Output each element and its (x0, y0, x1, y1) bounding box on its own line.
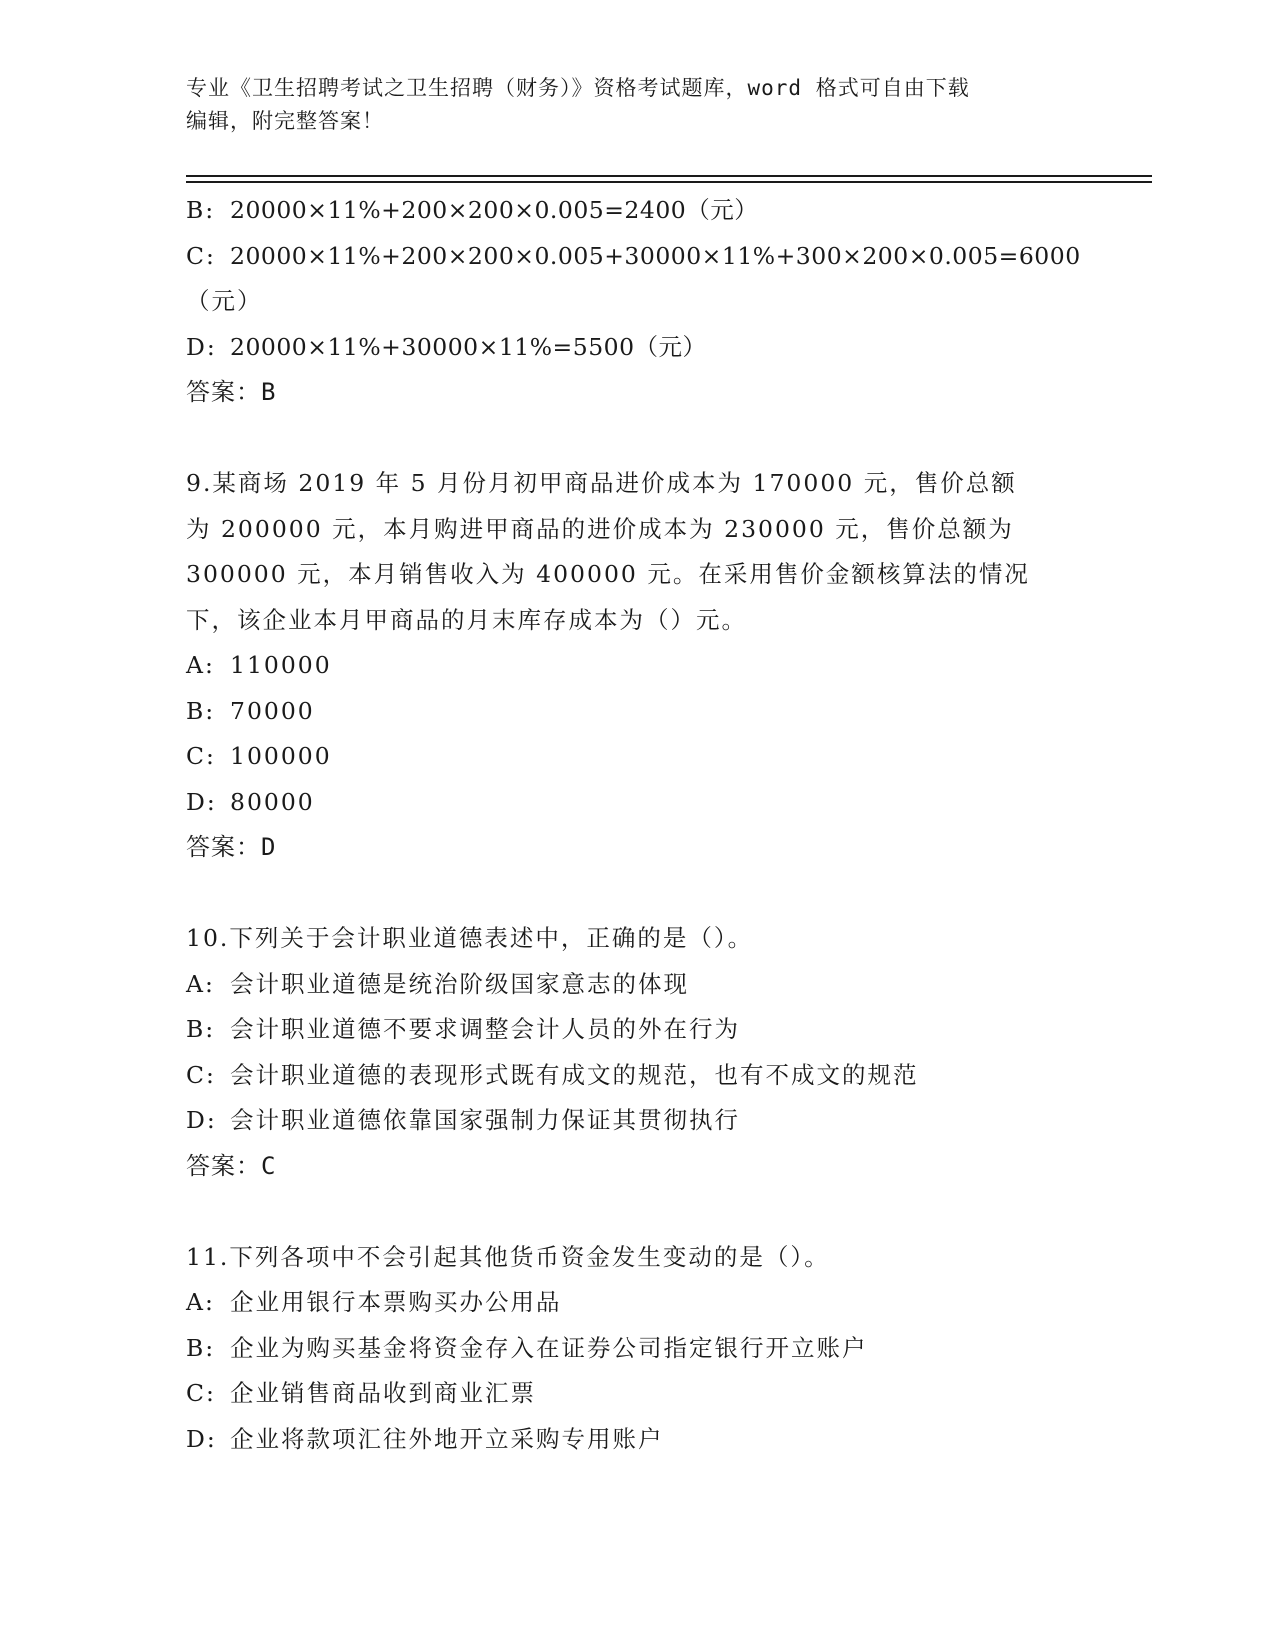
answer-value: B (261, 378, 277, 406)
option-c (186, 234, 1086, 280)
option-label: B: (186, 1333, 216, 1362)
option-d (186, 780, 1086, 826)
question-8 (186, 188, 1086, 416)
answer-line (186, 1144, 1086, 1190)
answer-label: 答案： (186, 833, 261, 861)
option-text: 80000 (230, 787, 315, 816)
spacer (186, 1189, 1086, 1235)
question-10 (186, 916, 1086, 1189)
option-a (186, 1280, 1086, 1326)
option-label: C: (186, 241, 216, 270)
option-d (186, 325, 1086, 371)
answer-line (186, 825, 1086, 871)
option-label: D: (186, 1106, 217, 1134)
option-text: 20000×11%+200×200×0.005=2400（元） (230, 196, 759, 224)
option-label: D: (186, 787, 217, 816)
option-b (186, 1326, 1086, 1372)
question-stem-line: 下，该企业本月甲商品的月末库存成本为（）元。 (186, 605, 747, 634)
option-text: 会计职业道德不要求调整会计人员的外在行为 (230, 1015, 740, 1043)
header-line-2: 编辑，附完整答案！ (186, 109, 384, 133)
spacer (186, 871, 1086, 917)
question-9 (186, 461, 1086, 871)
answer-line (186, 370, 1086, 416)
header-rule-top (186, 175, 1152, 177)
header-rule-bottom (186, 181, 1152, 183)
option-text: 企业为购买基金将资金存入在证券公司指定银行开立账户 (230, 1333, 868, 1362)
option-label: A: (186, 651, 215, 679)
option-b (186, 188, 1086, 234)
option-c (186, 734, 1086, 780)
option-label: D: (186, 332, 217, 361)
option-label: C: (186, 1379, 216, 1407)
option-c (186, 1053, 1086, 1099)
answer-value: C (261, 1151, 277, 1180)
option-text: 110000 (230, 651, 332, 679)
option-d (186, 1417, 1086, 1463)
question-stem-line: 300000 元，本月销售收入为 400000 元。在采用售价金额核算法的情况 (186, 560, 1030, 588)
question-11 (186, 1235, 1086, 1463)
option-text: 20000×11%+200×200×0.005+30000×11%+300×200×0.005=6000 (230, 241, 1081, 270)
question-stem: 10.下列关于会计职业道德表述中，正确的是（）。 (186, 924, 754, 952)
answer-value: D (261, 833, 277, 861)
document-header (186, 72, 1086, 138)
option-b (186, 1007, 1086, 1053)
option-label: C: (186, 1060, 216, 1089)
option-label: D: (186, 1424, 217, 1453)
answer-label: 答案： (186, 1151, 261, 1180)
question-stem: 11.下列各项中不会引起其他货币资金发生变动的是（）。 (186, 1242, 830, 1271)
option-text: 20000×11%+30000×11%=5500（元） (230, 332, 707, 361)
option-label: B: (186, 196, 216, 224)
option-text: 企业销售商品收到商业汇票 (230, 1379, 536, 1407)
option-label: A: (186, 1288, 215, 1316)
header-line-1: 专业《卫生招聘考试之卫生招聘（财务）》资格考试题库，word 格式可自由下载 (186, 76, 970, 100)
answer-label: 答案： (186, 378, 261, 406)
question-stem-line: 9.某商场 2019 年 5 月份月初甲商品进价成本为 170000 元，售价总额 (186, 469, 1017, 497)
option-label: C: (186, 742, 216, 770)
option-text: 会计职业道德的表现形式既有成文的规范，也有不成文的规范 (230, 1060, 919, 1089)
option-label: B: (186, 1015, 216, 1043)
option-text: 企业将款项汇往外地开立采购专用账户 (230, 1424, 664, 1453)
option-d (186, 1098, 1086, 1144)
option-text: 100000 (230, 742, 332, 770)
option-label: B: (186, 696, 216, 725)
option-text: 70000 (230, 696, 315, 725)
question-content (186, 188, 1086, 1462)
option-c (186, 1371, 1086, 1417)
question-stem-line: 为 200000 元，本月购进甲商品的进价成本为 230000 元，售价总额为 (186, 514, 1014, 543)
option-text: 会计职业道德依靠国家强制力保证其贯彻执行 (230, 1106, 740, 1134)
option-c-continued: （元） (186, 287, 263, 315)
option-a (186, 962, 1086, 1008)
option-b (186, 689, 1086, 735)
option-label: A: (186, 969, 215, 998)
spacer (186, 416, 1086, 462)
option-a (186, 643, 1086, 689)
option-text: 企业用银行本票购买办公用品 (230, 1288, 562, 1316)
option-text: 会计职业道德是统治阶级国家意志的体现 (230, 969, 689, 998)
